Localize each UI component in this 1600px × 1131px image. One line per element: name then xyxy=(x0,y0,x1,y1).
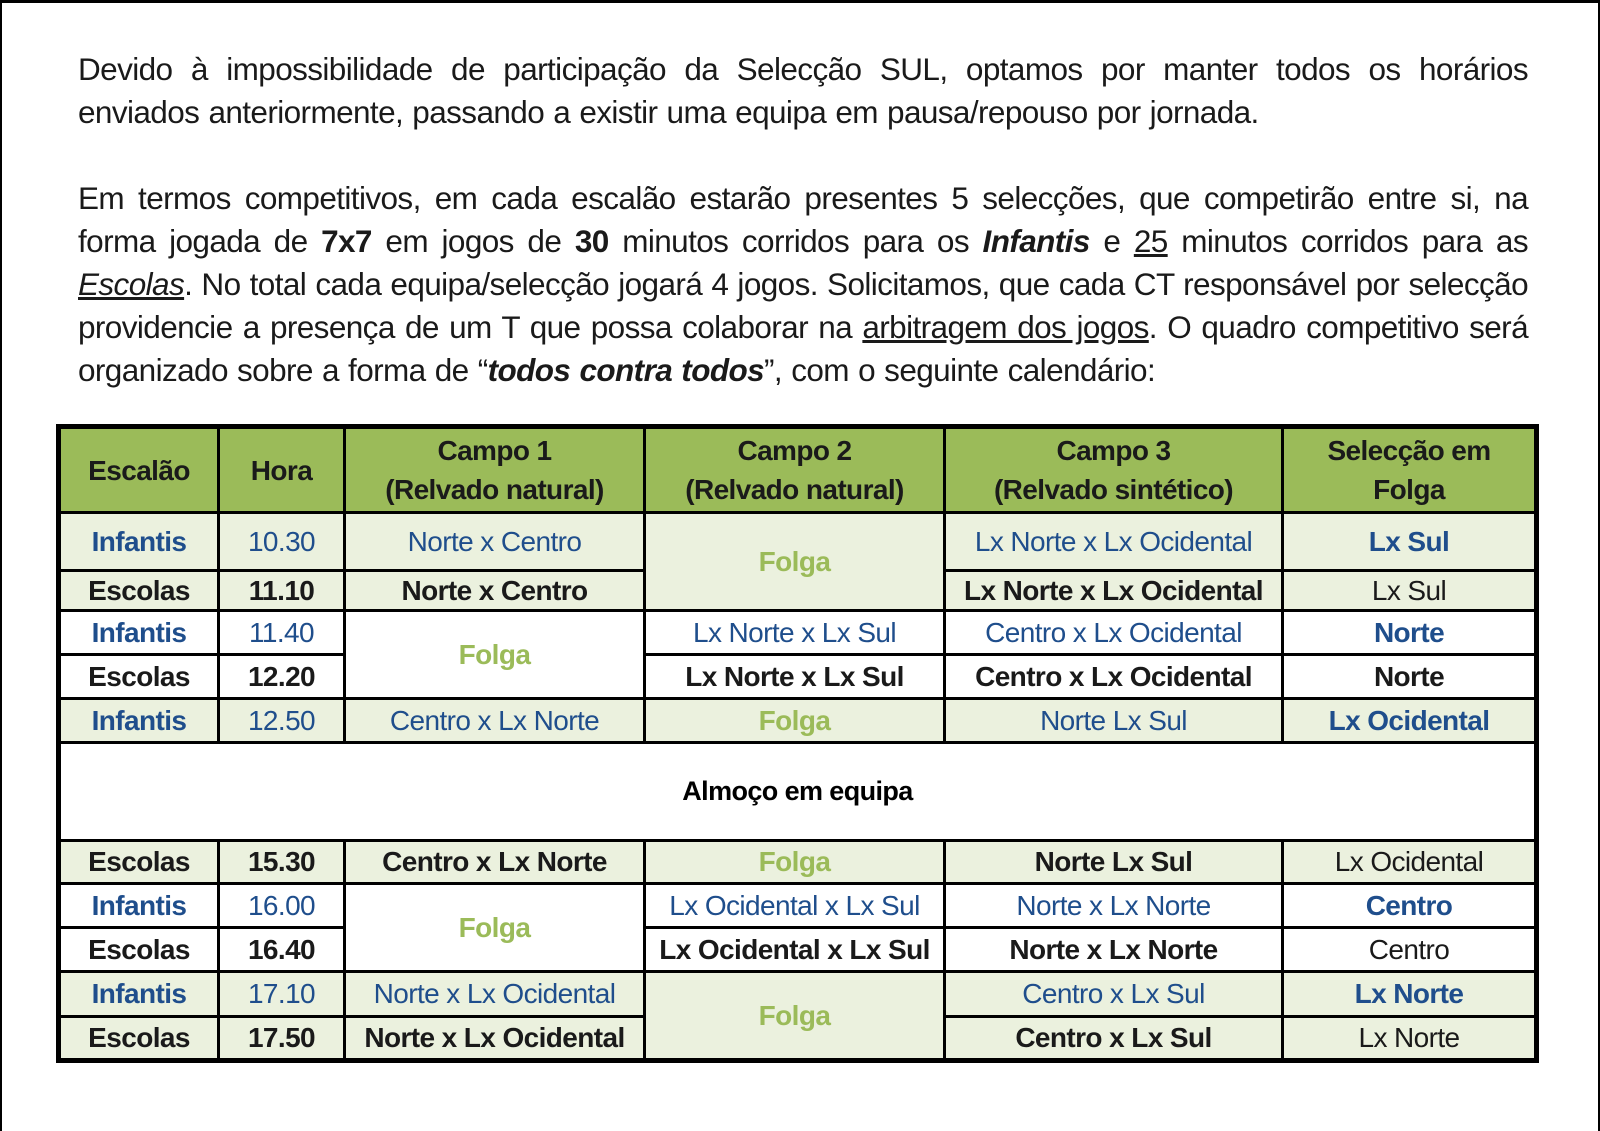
cell-campo3: Norte Lx Sul xyxy=(945,841,1283,884)
cell-campo1: Norte x Lx Ocidental xyxy=(345,972,645,1017)
header-campo3-sub: (Relvado sintético) xyxy=(993,474,1234,505)
intro-text xyxy=(78,48,1528,435)
p2-text: . No total cada equipa/selecção jogará 4 jogos. Solicitamos, que cada CT responsável por selecção providencie a presença de um T que possa colaborar na xyxy=(78,266,1528,345)
table-row xyxy=(59,699,1537,743)
cell-hora: 11.10 xyxy=(219,571,345,611)
lunch-row xyxy=(59,743,1537,841)
cell-escalao: Infantis xyxy=(59,611,219,655)
cell-campo2: Folga xyxy=(645,841,945,884)
cell-escalao: Infantis xyxy=(59,513,219,571)
minutes-30: 30 xyxy=(574,223,609,259)
cell-campo3: Norte x Lx Norte xyxy=(945,884,1283,928)
cell-escalao: Infantis xyxy=(59,699,219,743)
cell-campo2: Folga xyxy=(645,972,945,1061)
cell-hora: 12.20 xyxy=(219,655,345,699)
header-campo2-title: Campo 2 xyxy=(737,435,852,466)
cell-folga: Norte xyxy=(1283,655,1537,699)
cell-campo3: Norte x Lx Norte xyxy=(945,928,1283,972)
format-7x7: 7x7 xyxy=(321,223,372,259)
cell-hora: 17.10 xyxy=(219,972,345,1017)
cell-campo1: Norte x Centro xyxy=(345,571,645,611)
p2-text: ”, com o seguinte calendário: xyxy=(764,352,1156,388)
cell-campo3: Lx Norte x Lx Ocidental xyxy=(945,513,1283,571)
cell-escalao: Infantis xyxy=(59,972,219,1017)
arbitragem-emph: arbitragem dos jogos xyxy=(862,309,1149,345)
cell-hora: 17.50 xyxy=(219,1017,345,1061)
cell-folga: Norte xyxy=(1283,611,1537,655)
cell-hora: 11.40 xyxy=(219,611,345,655)
cell-hora: 16.40 xyxy=(219,928,345,972)
cell-campo1: Norte x Lx Ocidental xyxy=(345,1017,645,1061)
cell-folga: Lx Norte xyxy=(1283,1017,1537,1061)
cell-campo3: Centro x Lx Ocidental xyxy=(945,655,1283,699)
table-row xyxy=(59,513,1537,571)
header-folga-title: Selecção em xyxy=(1327,435,1491,466)
header-hora: Hora xyxy=(219,427,345,513)
schedule-table xyxy=(56,424,1539,1063)
table-header-row xyxy=(59,427,1537,513)
table-row xyxy=(59,611,1537,655)
cell-campo1: Folga xyxy=(345,884,645,972)
cell-campo2: Lx Norte x Lx Sul xyxy=(645,655,945,699)
cell-campo3: Norte Lx Sul xyxy=(945,699,1283,743)
escolas-emph: Escolas xyxy=(78,266,185,302)
table-row xyxy=(59,655,1537,699)
cell-escalao: Infantis xyxy=(59,884,219,928)
p2-text: . O quadro competitivo será organizado sobre a forma de “ xyxy=(78,309,1528,388)
table-row xyxy=(59,841,1537,884)
cell-campo2: Lx Ocidental x Lx Sul xyxy=(645,928,945,972)
cell-campo1: Norte x Centro xyxy=(345,513,645,571)
cell-hora: 15.30 xyxy=(219,841,345,884)
header-campo2-sub: (Relvado natural) xyxy=(685,474,904,505)
header-campo2 xyxy=(645,427,945,513)
header-campo3 xyxy=(945,427,1283,513)
todos-contra-todos-emph: todos contra todos xyxy=(487,352,765,388)
header-campo1-title: Campo 1 xyxy=(437,435,552,466)
cell-folga: Lx Ocidental xyxy=(1283,699,1537,743)
cell-folga: Lx Sul xyxy=(1283,571,1537,611)
cell-campo3: Centro x Lx Sul xyxy=(945,972,1283,1017)
cell-escalao: Escolas xyxy=(59,841,219,884)
infantis-emph: Infantis xyxy=(982,223,1090,259)
cell-folga: Lx Sul xyxy=(1283,513,1537,571)
header-campo3-title: Campo 3 xyxy=(1056,435,1171,466)
cell-escalao: Escolas xyxy=(59,1017,219,1061)
p2-text: Em termos competitivos, em cada escalão estarão presentes 5 selecções, que competirão entre si, na forma jogada de xyxy=(78,180,1528,259)
cell-campo1: Centro x Lx Norte xyxy=(345,699,645,743)
cell-campo1: Folga xyxy=(345,611,645,699)
cell-campo2: Lx Ocidental x Lx Sul xyxy=(645,884,945,928)
cell-folga: Lx Norte xyxy=(1283,972,1537,1017)
table-row xyxy=(59,884,1537,928)
cell-folga: Centro xyxy=(1283,884,1537,928)
header-campo1-sub: (Relvado natural) xyxy=(385,474,604,505)
header-escalao: Escalão xyxy=(59,427,219,513)
cell-hora: 16.00 xyxy=(219,884,345,928)
cell-escalao: Escolas xyxy=(59,655,219,699)
cell-escalao: Escolas xyxy=(59,928,219,972)
cell-folga: Centro xyxy=(1283,928,1537,972)
cell-campo2: Lx Norte x Lx Sul xyxy=(645,611,945,655)
minutes-25: 25 xyxy=(1133,223,1168,259)
intro-paragraph-1: Devido à impossibilidade de participação da Selecção SUL, optamos por manter todos os horários enviados anteriormente, passando a existir uma equipa em pausa/repouso por jornada. xyxy=(78,51,1528,130)
p2-text: minutos corridos para as xyxy=(1167,223,1528,259)
cell-hora: 10.30 xyxy=(219,513,345,571)
p2-text: em jogos de xyxy=(371,223,575,259)
p2-text: minutos corridos para os xyxy=(608,223,983,259)
header-folga-sub: Folga xyxy=(1373,474,1445,505)
cell-folga: Lx Ocidental xyxy=(1283,841,1537,884)
cell-hora: 12.50 xyxy=(219,699,345,743)
p2-text: e xyxy=(1089,223,1134,259)
cell-campo3: Lx Norte x Lx Ocidental xyxy=(945,571,1283,611)
cell-escalao: Escolas xyxy=(59,571,219,611)
cell-campo2: Folga xyxy=(645,699,945,743)
cell-campo2: Folga xyxy=(645,513,945,611)
cell-campo3: Centro x Lx Ocidental xyxy=(945,611,1283,655)
header-folga xyxy=(1283,427,1537,513)
header-campo1 xyxy=(345,427,645,513)
cell-campo1: Centro x Lx Norte xyxy=(345,841,645,884)
cell-campo3: Centro x Lx Sul xyxy=(945,1017,1283,1061)
table-row xyxy=(59,928,1537,972)
lunch-cell: Almoço em equipa xyxy=(59,743,1537,841)
table-row xyxy=(59,972,1537,1017)
intro-paragraph-2 xyxy=(78,177,1528,392)
